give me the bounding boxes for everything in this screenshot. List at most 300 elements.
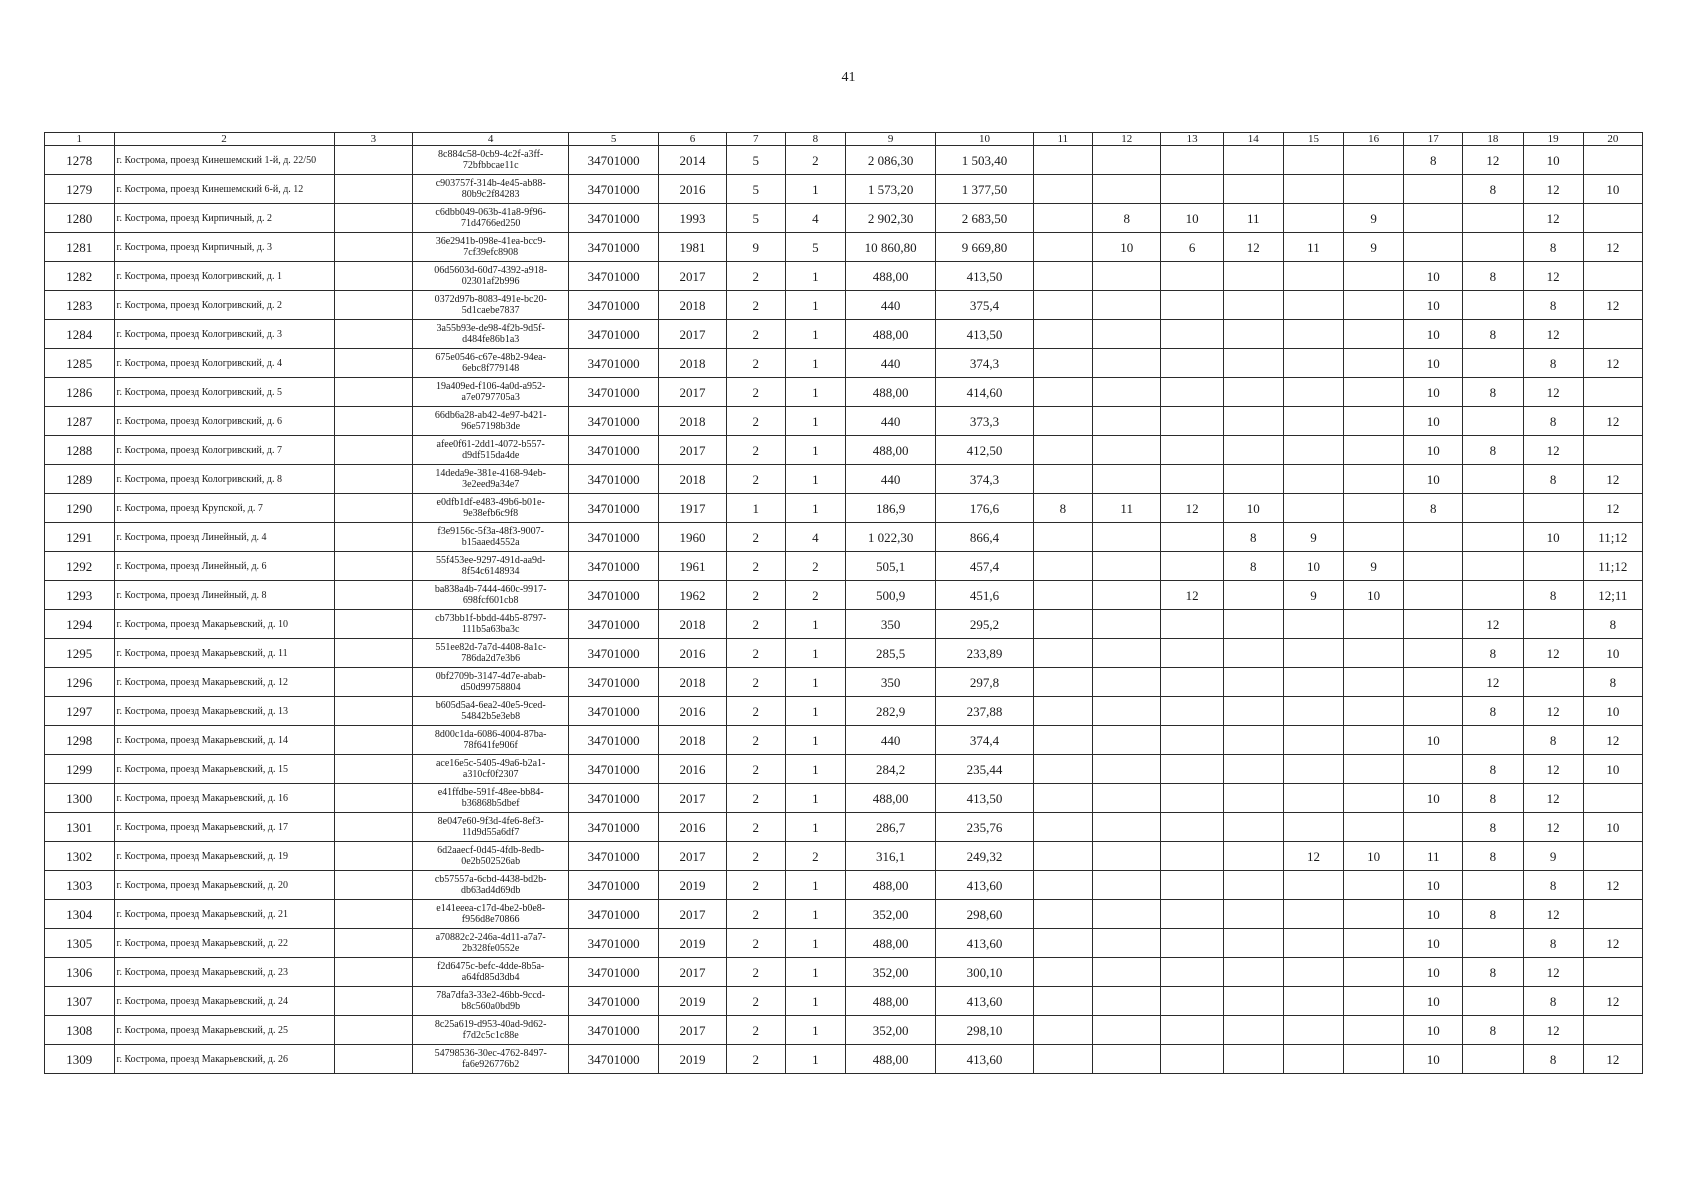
table-cell: 8 [1523,233,1583,262]
table-cell: 2 [726,407,785,436]
table-cell [1033,581,1092,610]
table-cell [1161,929,1223,958]
table-cell [1583,262,1642,291]
table-cell: 8 [1404,146,1463,175]
table-cell: 1917 [659,494,726,523]
table-cell: 2 [726,291,785,320]
table-cell: 1 [785,407,845,436]
table-cell: г. Кострома, проезд Кологривский, д. 5 [114,378,334,407]
table-cell: 2018 [659,610,726,639]
table-cell [1463,494,1523,523]
table-cell: 2 [785,842,845,871]
table-cell [1092,871,1160,900]
table-cell [1161,813,1223,842]
table-cell: 12 [1523,784,1583,813]
table-cell: 34701000 [569,1016,659,1045]
table-cell [1523,494,1583,523]
table-cell: ace16e5c-5405-49a6-b2a1-a310cf0f2307 [413,755,569,784]
table-cell [1033,668,1092,697]
table-row [45,581,1643,610]
table-cell [1283,175,1343,204]
housing-registry-table [44,132,1643,1074]
table-row [45,291,1643,320]
table-cell: a70882c2-246a-4d11-a7a7-2b328fe0552e [413,929,569,958]
table-cell: 10 [1404,1045,1463,1074]
table-row [45,320,1643,349]
table-cell: 1961 [659,552,726,581]
table-cell [1223,813,1283,842]
table-cell: c6dbb049-063b-41a8-9f96-71d4766ed250 [413,204,569,233]
table-cell: 1299 [45,755,115,784]
table-cell: 1306 [45,958,115,987]
table-cell: 10 [1344,581,1404,610]
table-cell [1033,755,1092,784]
table-cell [1161,349,1223,378]
table-cell: 2 [726,726,785,755]
table-cell [1344,407,1404,436]
table-cell: г. Кострома, проезд Макарьевский, д. 20 [114,871,334,900]
table-cell [1033,204,1092,233]
table-cell: 1 [785,639,845,668]
table-cell: 2 [726,581,785,610]
table-cell [334,784,413,813]
table-cell [1283,291,1343,320]
table-row [45,407,1643,436]
table-row [45,842,1643,871]
table-cell: 2 [726,610,785,639]
table-cell: 12 [1463,610,1523,639]
table-cell: 2 [726,436,785,465]
table-cell: 34701000 [569,755,659,784]
table-cell [334,436,413,465]
table-cell: 10 [1404,929,1463,958]
table-cell [1344,900,1404,929]
table-cell: 10 [1404,262,1463,291]
table-cell [1223,639,1283,668]
table-cell [1223,407,1283,436]
column-number-header: 6 [659,133,726,146]
column-number-header: 9 [846,133,936,146]
table-cell [334,233,413,262]
table-cell [1344,755,1404,784]
table-cell: 34701000 [569,262,659,291]
table-cell: 34701000 [569,726,659,755]
table-cell [334,175,413,204]
column-number-header: 14 [1223,133,1283,146]
table-cell [1344,291,1404,320]
table-cell: 12 [1583,929,1642,958]
table-cell: 1 [785,697,845,726]
table-cell: 1284 [45,320,115,349]
table-cell: 1295 [45,639,115,668]
table-cell [1161,146,1223,175]
table-cell: 10 [1404,1016,1463,1045]
table-cell: 2016 [659,697,726,726]
table-cell: 2 [785,552,845,581]
table-cell [1283,987,1343,1016]
table-cell: г. Кострома, проезд Линейный, д. 8 [114,581,334,610]
table-cell: 1962 [659,581,726,610]
table-cell [1404,610,1463,639]
table-cell [334,639,413,668]
table-cell [1344,784,1404,813]
table-cell [1161,987,1223,1016]
table-cell: 8 [1523,465,1583,494]
table-cell: 866,4 [936,523,1034,552]
table-cell: 34701000 [569,233,659,262]
table-cell: 34701000 [569,784,659,813]
table-cell [1092,581,1160,610]
table-cell: 34701000 [569,987,659,1016]
table-cell: 8 [1092,204,1160,233]
table-cell: 500,9 [846,581,936,610]
table-cell: 440 [846,407,936,436]
table-cell: 8 [1583,610,1642,639]
table-cell [1283,755,1343,784]
table-cell: 34701000 [569,813,659,842]
table-cell [1161,755,1223,784]
table-cell: 2 [726,784,785,813]
table-cell: f3e9156c-5f3a-48f3-9007-b15aaed4552a [413,523,569,552]
table-cell: 10 [1404,465,1463,494]
table-cell: 34701000 [569,436,659,465]
table-cell: 440 [846,291,936,320]
table-cell: 0372d97b-8083-491e-bc20-5d1caebe7837 [413,291,569,320]
table-cell [1033,349,1092,378]
table-cell: 352,00 [846,1016,936,1045]
table-cell: 78a7dfa3-33e2-46bb-9ccd-b8c560a0bd9b [413,987,569,1016]
table-cell: 488,00 [846,320,936,349]
table-cell [1404,552,1463,581]
table-cell [334,407,413,436]
table-cell: 1281 [45,233,115,262]
column-number-header: 8 [785,133,845,146]
table-cell [1092,552,1160,581]
table-cell: 2017 [659,1016,726,1045]
table-cell: 300,10 [936,958,1034,987]
table-cell: 2 [726,987,785,1016]
table-cell [334,697,413,726]
table-cell [1344,726,1404,755]
table-row [45,987,1643,1016]
table-cell: 2016 [659,639,726,668]
table-cell: г. Кострома, проезд Кологривский, д. 6 [114,407,334,436]
table-cell: 2018 [659,668,726,697]
table-cell: 06d5603d-60d7-4392-a918-02301af2b996 [413,262,569,291]
table-cell [1583,378,1642,407]
table-cell: 282,9 [846,697,936,726]
table-cell: 12 [1463,668,1523,697]
table-cell [1223,581,1283,610]
table-cell: 8c884c58-0cb9-4c2f-a3ff-72bfbbcae11c [413,146,569,175]
table-cell: г. Кострома, проезд Макарьевский, д. 11 [114,639,334,668]
table-cell: 1279 [45,175,115,204]
table-cell [1283,320,1343,349]
table-cell [1033,900,1092,929]
table-cell [1033,610,1092,639]
table-row [45,175,1643,204]
table-cell: 11 [1283,233,1343,262]
table-cell [334,842,413,871]
table-cell [1033,552,1092,581]
table-cell: 1 [785,610,845,639]
table-cell [1404,668,1463,697]
table-cell: 9 [1523,842,1583,871]
table-cell: 11;12 [1583,523,1642,552]
table-cell [1404,204,1463,233]
table-cell: 5 [726,146,785,175]
table-cell [1033,320,1092,349]
table-cell: 488,00 [846,436,936,465]
table-body [45,146,1643,1074]
table-cell: 34701000 [569,494,659,523]
table-cell [334,523,413,552]
table-cell [334,204,413,233]
table-cell: 12 [1523,639,1583,668]
table-cell: 34701000 [569,291,659,320]
table-cell [1161,639,1223,668]
table-cell [1283,407,1343,436]
table-cell: 10 [1404,291,1463,320]
table-cell: 8e047e60-9f3d-4fe6-8ef3-11d9d55a6df7 [413,813,569,842]
table-cell [1033,958,1092,987]
table-cell: 8 [1463,900,1523,929]
table-cell [1161,436,1223,465]
table-cell [1161,1045,1223,1074]
table-cell [1223,1016,1283,1045]
table-cell: 186,9 [846,494,936,523]
table-cell [1092,146,1160,175]
table-cell: 1 [785,784,845,813]
table-cell: 34701000 [569,146,659,175]
table-cell: г. Кострома, проезд Макарьевский, д. 16 [114,784,334,813]
table-cell [334,610,413,639]
table-cell [1404,175,1463,204]
table-cell: 34701000 [569,871,659,900]
table-cell: 12 [1523,262,1583,291]
table-cell [1344,465,1404,494]
table-cell: 12 [1523,204,1583,233]
table-cell: 2019 [659,1045,726,1074]
table-cell: 11 [1223,204,1283,233]
column-number-header: 17 [1404,133,1463,146]
table-cell [334,900,413,929]
table-cell [1463,726,1523,755]
table-cell: 12 [1523,320,1583,349]
table-cell: 12 [1583,871,1642,900]
table-cell [1463,233,1523,262]
table-cell: 350 [846,668,936,697]
table-row [45,262,1643,291]
table-cell: 2 [785,581,845,610]
column-number-header: 16 [1344,133,1404,146]
table-cell [1583,204,1642,233]
table-cell [1033,987,1092,1016]
table-cell [1404,755,1463,784]
table-cell [1223,900,1283,929]
table-cell [1161,1016,1223,1045]
table-cell: 8 [1463,697,1523,726]
table-row [45,494,1643,523]
table-cell: 10 [1404,349,1463,378]
table-cell: 675e0546-c67e-48b2-94ea-6ebc8f779148 [413,349,569,378]
table-cell: 34701000 [569,1045,659,1074]
table-cell: 10 [1283,552,1343,581]
table-cell: 34701000 [569,610,659,639]
table-cell: 1290 [45,494,115,523]
table-cell: 414,60 [936,378,1034,407]
table-cell: 1293 [45,581,115,610]
table-cell: 505,1 [846,552,936,581]
table-cell [1161,668,1223,697]
table-cell: 8 [1523,349,1583,378]
table-cell [1161,610,1223,639]
table-cell [1092,639,1160,668]
table-cell: 2 [726,320,785,349]
table-cell [1161,784,1223,813]
table-cell: 2 [726,958,785,987]
table-cell: 1 [785,668,845,697]
table-cell: 9 [726,233,785,262]
table-cell [1092,958,1160,987]
table-cell [1092,842,1160,871]
table-cell: 12 [1583,407,1642,436]
table-cell: 8 [1463,813,1523,842]
table-cell: 2 [726,1045,785,1074]
table-cell [1092,987,1160,1016]
table-cell: г. Кострома, проезд Кологривский, д. 4 [114,349,334,378]
table-cell [1092,378,1160,407]
table-cell [1283,668,1343,697]
table-cell: 1 [785,262,845,291]
table-cell: 10 [1583,697,1642,726]
table-cell: 10 [1523,146,1583,175]
table-cell [1344,987,1404,1016]
table-cell: 8 [1463,639,1523,668]
table-cell: 2017 [659,436,726,465]
table-cell [1092,900,1160,929]
table-cell: г. Кострома, проезд Макарьевский, д. 19 [114,842,334,871]
table-cell: 34701000 [569,552,659,581]
table-cell: г. Кострома, проезд Кологривский, д. 2 [114,291,334,320]
table-cell [1223,465,1283,494]
table-cell: 14deda9e-381e-4168-94eb-3e2eed9a34e7 [413,465,569,494]
table-cell: 12 [1583,233,1642,262]
table-row [45,610,1643,639]
table-cell [1033,1045,1092,1074]
table-cell: 34701000 [569,842,659,871]
table-cell [1161,262,1223,291]
table-cell: г. Кострома, проезд Макарьевский, д. 23 [114,958,334,987]
table-cell [1223,784,1283,813]
table-cell: 10 [1404,726,1463,755]
table-cell: 6d2aaecf-0d45-4fdb-8edb-0e2b502526ab [413,842,569,871]
table-cell: 2017 [659,262,726,291]
table-cell: 284,2 [846,755,936,784]
table-cell: 316,1 [846,842,936,871]
table-cell: 1278 [45,146,115,175]
table-row [45,204,1643,233]
table-cell: 34701000 [569,668,659,697]
column-number-header: 2 [114,133,334,146]
table-row [45,697,1643,726]
table-cell: 10 [1583,755,1642,784]
table-cell [1033,929,1092,958]
table-cell: e141eeea-c17d-4be2-b0e8-f956d8e70866 [413,900,569,929]
table-cell [1404,813,1463,842]
table-cell: 1285 [45,349,115,378]
column-number-header: 1 [45,133,115,146]
table-cell [1092,813,1160,842]
table-cell: 1 [785,726,845,755]
table-cell [1223,291,1283,320]
table-cell: 34701000 [569,581,659,610]
table-cell: 55f453ee-9297-491d-aa9d-8f54c6148934 [413,552,569,581]
table-cell: 440 [846,349,936,378]
table-cell: 2 [726,842,785,871]
table-cell [1033,465,1092,494]
table-cell: г. Кострома, проезд Макарьевский, д. 12 [114,668,334,697]
table-cell: 34701000 [569,378,659,407]
table-row [45,552,1643,581]
table-cell [1033,378,1092,407]
table-cell [1161,291,1223,320]
table-cell [1344,436,1404,465]
table-cell [1223,320,1283,349]
table-cell: 12 [1161,581,1223,610]
table-cell: 9 [1283,581,1343,610]
table-cell: г. Кострома, проезд Крупской, д. 7 [114,494,334,523]
table-cell: 8 [1463,784,1523,813]
table-row [45,871,1643,900]
table-cell: 66db6a28-ab42-4e97-b421-96e57198b3de [413,407,569,436]
table-cell [1344,523,1404,552]
table-cell: 1298 [45,726,115,755]
table-cell: 2 [726,900,785,929]
table-cell: 1 022,30 [846,523,936,552]
table-cell [1092,175,1160,204]
table-cell: 2 [726,465,785,494]
table-cell: 1291 [45,523,115,552]
table-cell: 12 [1161,494,1223,523]
table-cell: 2019 [659,871,726,900]
table-cell: 374,4 [936,726,1034,755]
table-cell: 34701000 [569,958,659,987]
table-cell: г. Кострома, проезд Линейный, д. 6 [114,552,334,581]
table-cell [1463,581,1523,610]
table-cell [1092,726,1160,755]
table-cell: 352,00 [846,900,936,929]
table-cell: 1305 [45,929,115,958]
table-cell: cb73bb1f-bbdd-44b5-8797-111b5a63ba3c [413,610,569,639]
table-cell: 12 [1583,494,1642,523]
table-cell: 2016 [659,813,726,842]
table-cell: afee0f61-2dd1-4072-b557-d9df515da4de [413,436,569,465]
table-cell [1463,929,1523,958]
table-cell: 2016 [659,175,726,204]
table-cell [1283,697,1343,726]
table-cell: 2016 [659,755,726,784]
table-cell: 2 [726,929,785,958]
table-cell: 10 [1404,784,1463,813]
table-cell [1161,958,1223,987]
table-cell [1283,204,1343,233]
table-cell: 9 [1344,204,1404,233]
table-cell [1344,639,1404,668]
column-number-header: 5 [569,133,659,146]
table-cell [1161,842,1223,871]
table-cell [1033,784,1092,813]
